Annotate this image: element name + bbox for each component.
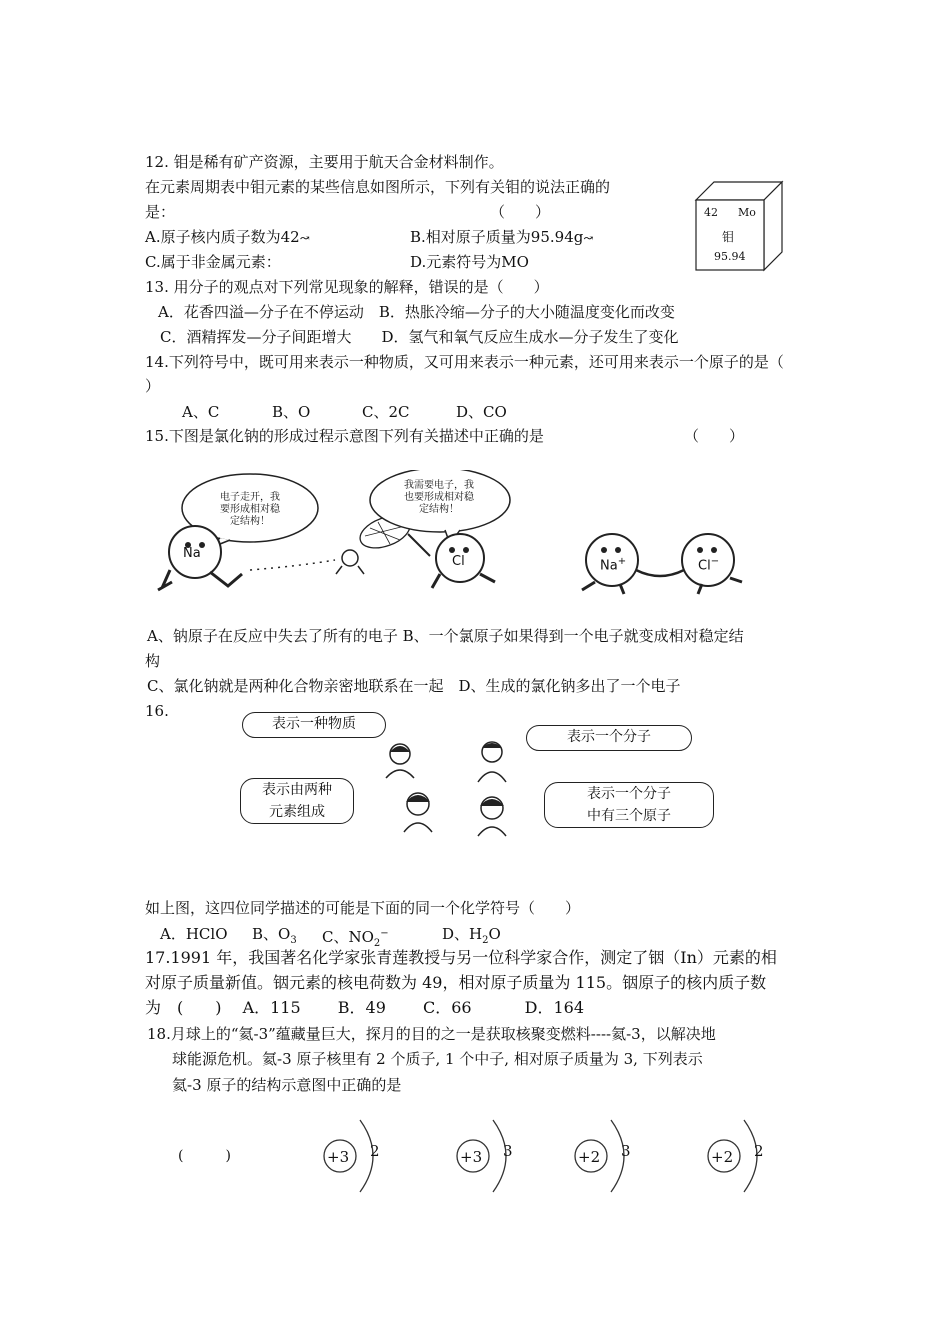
q15-answer-paren: （ ） [684,427,745,445]
q17-line2: 对原子质量新值。铟元素的核电荷数为 49，相对原子质量为 115。铟原子的核内质子数 [145,973,767,992]
speech-bubble-na [202,492,298,528]
student-figure-2 [472,738,512,784]
bubble-three-atoms-line2: 中有三个原子 [587,808,671,824]
atom-diagram-1 [320,1110,390,1204]
q12-option-b: B.相对原子质量为95.94g↝ [410,228,594,246]
q14-stem-line2: ） [145,377,161,395]
atom-electrons-3: 3 [621,1142,631,1160]
q14-option-a: A、C [182,403,220,421]
q18-line3: 氦-3 原子的结构示意图中正确的是 [172,1076,402,1094]
q14-option-c: C、2C [362,403,410,421]
q16-option-b: B、$O_3$ [252,925,297,946]
student-figure-3 [396,788,446,834]
bubble-three-atoms-line1: 表示一个分子 [587,786,671,802]
q13-options-ab: A．花香四溢—分子在不停运动 B．热胀冷缩—分子的大小随温度变化而改变 [158,303,675,321]
atom-nucleus-2: +3 [460,1148,483,1166]
q16-stem: 如上图，这四位同学描述的可能是下面的同一个化学符号（ ） [145,899,581,917]
bubble-two-elements-line2: 元素组成 [269,804,325,820]
element-symbol: Mo [738,206,756,219]
bubble-cl-line2: 也要形成相对稳 [404,492,474,503]
atom-diagram-4 [704,1110,774,1204]
q14-option-b: B、O [272,403,311,421]
atom-diagram-3 [571,1110,641,1204]
q17-line1: 17.1991 年，我国著名化学家张青莲教授与另一位科学家合作，测定了铟（In）元素的相 [145,948,777,967]
element-mass: 95.94 [714,250,746,263]
q13-stem: 13. 用分子的观点对下列常见现象的解释，错误的是（ ） [145,278,549,296]
student-figure-1 [380,740,420,780]
element-cell-molybdenum [694,180,786,272]
q15-options-ab-line2: 构 [145,652,161,670]
q12-line1: 12. 钼是稀有矿产资源，主要用于航天合金材料制作。 [145,153,504,171]
q14-stem-line1: 14.下列符号中，既可用来表示一种物质，又可用来表示一种元素，还可用来表示一个原子的是（ [145,353,784,371]
q12-answer-paren: （ ） [490,203,551,221]
q16-option-d: D、$H_2O$ [442,925,501,946]
label-na-atom: Na [183,546,201,561]
atom-nucleus-3: +2 [578,1148,601,1166]
q18-line2: 球能源危机。氦-3 原子核里有 2 个质子, 1 个中子, 相对原子质量为 3, 下列表示 [172,1050,703,1068]
q13-options-cd: C．酒精挥发—分子间距增大 D．氢气和氧气反应生成水—分子发生了变化 [160,328,679,346]
bubble-na-line1: 电子走开，我 [220,492,280,503]
q15-options-cd: C、氯化钠就是两种化合物亲密地联系在一起 D、生成的氯化钠多出了一个电子 [147,677,681,695]
q16-option-a: A．HClO [160,925,228,943]
q16-option-c: C、$NO_2^-$ [322,928,389,949]
q12-line3: 是： [145,203,176,221]
element-name: 钼 [722,230,735,244]
q16-number: 16. [145,702,169,720]
bubble-na-line2: 要形成相对稳 [220,504,280,515]
atom-electrons-2: 3 [503,1142,513,1160]
bubble-two-elements [240,778,354,824]
squiggle-mark-icon: ↝ [583,231,594,245]
squiggle-mark-icon: ↝ [299,231,310,245]
bubble-one-substance: 表示一种物质 [242,712,386,738]
q15-stem: 15.下图是氯化钠的形成过程示意图下列有关描述中正确的是 [145,427,544,445]
bubble-na-line3: 定结构！ [230,516,270,527]
bubble-one-molecule: 表示一个分子 [526,725,692,751]
atom-nucleus-4: +2 [711,1148,734,1166]
q14-option-d: D、CO [456,403,507,421]
bubble-cl-line3: 定结构！ [419,504,459,515]
bubble-two-elements-line1: 表示由两种 [262,782,332,798]
bubble-three-atoms [544,782,714,828]
label-cl-atom: Cl [452,554,465,569]
sodium-chloride-cartoon [150,470,770,600]
atom-nucleus-1: +3 [327,1148,350,1166]
q18-line1: 18.月球上的“氦-3”蕴藏量巨大，探月的目的之一是获取核聚变燃料----氦-3，以解决地 [147,1025,716,1043]
atom-electrons-1: 2 [370,1142,380,1160]
element-number: 42 [704,206,718,219]
label-cl-ion: Cl− [698,556,720,574]
q15-options-ab-line1: A、钠原子在反应中失去了所有的电子 B、一个氯原子如果得到一个电子就变成相对稳定结 [147,627,744,645]
q18-answer-paren: ( ) [178,1148,231,1164]
q12-line2: 在元素周期表中钼元素的某些信息如图所示，下列有关钼的说法正确的 [145,178,611,196]
atom-diagram-2 [453,1110,523,1204]
q12-option-a: A.原子核内质子数为42↝ [145,228,310,246]
speech-bubble-cl [384,480,494,516]
q17-line3: 为 ( ) A．115 B．49 C．66 D．164 [145,998,585,1017]
student-figure-4 [470,792,516,838]
q12-option-d: D.元素符号为MO [410,253,529,271]
atom-electrons-4: 2 [754,1142,764,1160]
label-na-ion: Na+ [600,556,627,574]
q12-option-c: C.属于非金属元素： [145,253,281,271]
bubble-cl-line1: 我需要电子，我 [404,480,474,491]
